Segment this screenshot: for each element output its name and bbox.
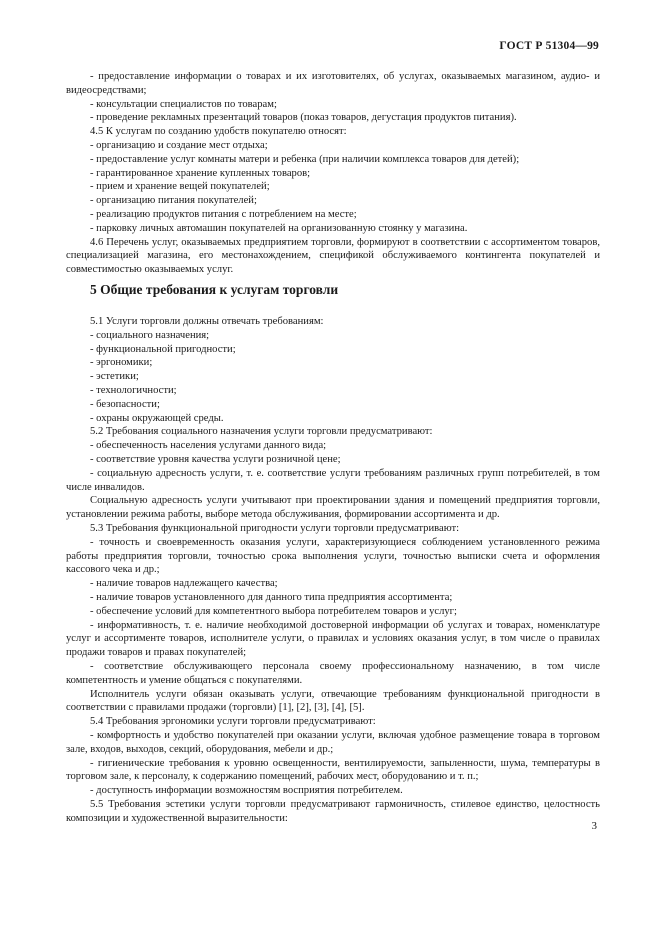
text-block-section-5 [66,315,600,825]
paragraph: - гигиенические требования к уровню освещенности, вентилируемости, запыленности, шума, температуры в торговом зале, к персоналу, к содержанию помещений, рабочих мест, оборудованию и т. п.; [66,757,600,783]
paragraph: - прием и хранение вещей покупателей; [90,181,270,193]
paragraph: 5.2 Требования социального назначения услуги торговли предусматривают: [90,426,433,438]
paragraph: - доступность информации возможностям восприятия потребителем. [90,785,403,797]
paragraph: - охраны окружающей среды. [90,412,224,424]
paragraph: - социальную адресность услуги, т. е. соответствие услуги требованиям различных групп потребителей, в том числе инвалидов. [66,467,600,493]
paragraph: - информативность, т. е. наличие необходимой достоверной информации об услугах и товарах, номенклатуре услуг и ассортименте товаров, исполнителе услуги, о правилах и условиях оказания услуг, в том числе о правилах продажи товаров и правах покупателей; [66,619,600,659]
paragraph: - наличие товаров надлежащего качества; [90,578,278,590]
paragraph: 5.3 Требования функциональной пригодности услуги торговли предусматривают: [90,522,460,534]
paragraph: Исполнитель услуги обязан оказывать услуги, отвечающие требованиям функциональной пригодности в соответствии с правилами продажи (торговли) [1], [2], [3], [4], [5]. [66,688,600,714]
paragraph: - функциональной пригодности; [90,343,236,355]
paragraph: 4.6 Перечень услуг, оказываемых предприятием торговли, формируют в соответствии с ассортиментом товаров, специализацией магазина, его местонахождением, спецификой обслуживаемого контингента покупателей и совместимостью оказываемых услуг. [66,236,600,276]
paragraph: - обеспеченность населения услугами данного вида; [90,440,327,452]
document-header: ГОСТ Р 51304—99 [499,40,599,52]
paragraph: Социальную адресность услуги учитывают при проектировании здания и помещений предприятия торговли, установлении режима работы, выборе метода обслуживания, формировании ассортимента и др. [66,495,600,521]
paragraph: 5.5 Требования эстетики услуги торговли предусматривают гармоничность, стилевое единство, целостность композиции и художественной выразительности: [66,798,600,824]
paragraph: - парковку личных автомашин покупателей на организованную стоянку у магазина. [90,222,468,234]
paragraph: - соответствие обслуживающего персонала своему профессиональному назначению, в том числе компетентность и умение общаться с покупателями. [66,660,600,686]
paragraph: - технологичности; [90,384,177,396]
paragraph: - предоставление услуг комнаты матери и ребенка (при наличии комплекса товаров для детей); [90,153,520,165]
paragraph: - точность и своевременность оказания услуги, характеризующиеся соблюдением установленного режима работы предприятия торговли, точностью срока выполнения услуги, точностью выписки счета и оформления кассового чека и др.; [66,536,600,576]
paragraph: - обеспечение условий для компетентного выбора потребителем товаров и услуг; [90,605,457,617]
paragraph: - комфортность и удобство покупателей при оказании услуги, включая удобное размещение товара в торговом зале, входов, выходов, секций, оборудования, мебели и др.; [66,729,600,755]
paragraph: - безопасности; [90,398,160,410]
paragraph: 5.4 Требования эргономики услуги торговли предусматривают: [90,716,376,728]
paragraph: - проведение рекламных презентаций товаров (показ товаров, дегустация продуктов питания). [90,112,517,124]
paragraph: - социального назначения; [90,329,210,341]
paragraph: - гарантированное хранение купленных товаров; [90,167,311,179]
paragraph: - соответствие уровня качества услуги розничной цене; [90,453,341,465]
paragraph: - организацию и создание мест отдыха; [90,139,268,151]
paragraph: - организацию питания покупателей; [90,195,257,207]
paragraph: - консультации специалистов по товарам; [90,98,277,110]
paragraph: - эстетики; [90,371,139,383]
page-number: 3 [591,820,597,832]
paragraph: - предоставление информации о товарах и их изготовителях, об услугах, оказываемых магазином, аудио- и видеосредствами; [66,71,600,96]
paragraph: 5.1 Услуги торговли должны отвечать требованиям: [90,316,324,327]
paragraph: 4.5 К услугам по созданию удобств покупателю относят: [90,126,347,138]
section-title: 5 Общие требования к услугам торговли [90,282,339,297]
paragraph: - наличие товаров установленного для данного типа предприятия ассортимента; [90,591,453,603]
text-block-section-4 [66,70,600,277]
paragraph: - реализацию продуктов питания с потреблением на месте; [90,208,357,220]
paragraph: - эргономики; [90,357,153,369]
